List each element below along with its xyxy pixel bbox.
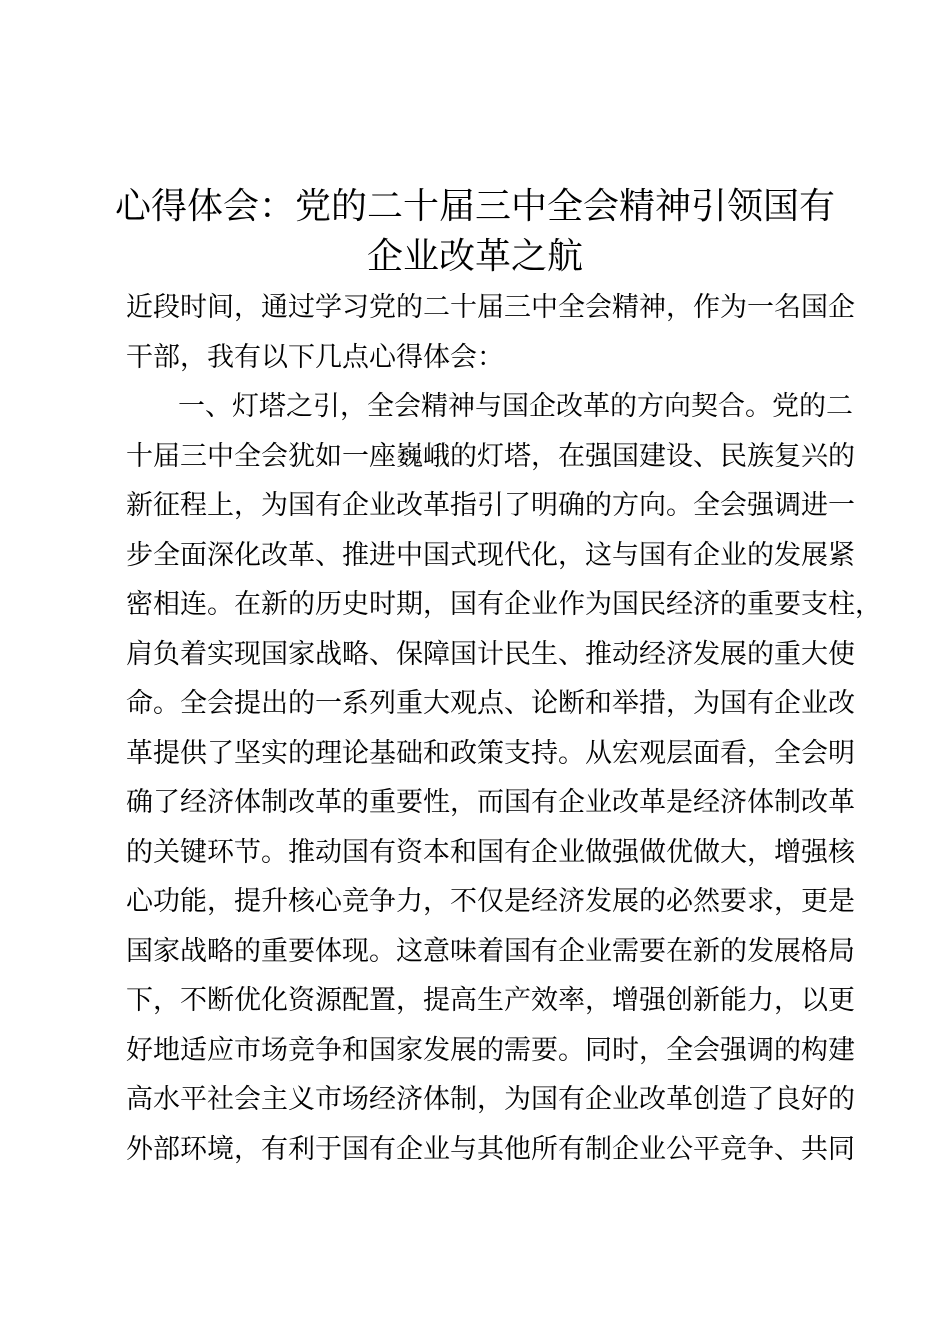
paragraph-line: 步全面深化改革、推进中国式现代化，这与国有企业的发展紧 — [126, 539, 855, 571]
paragraph-line: 外部环境，有利于国有企业与其他所有制企业公平竞争、共同 — [126, 1133, 855, 1165]
section-heading-line: 一、灯塔之引，全会精神与国企改革的方向契合。党的二 — [178, 391, 853, 422]
paragraph-line: 革提供了坚实的理论基础和政策支持。从宏观层面看，全会明 — [126, 737, 855, 769]
intro-line: 近段时间，通过学习党的二十届三中全会精神，作为一名国企 — [126, 292, 855, 323]
paragraph-line: 确了经济体制改革的重要性，而国有企业改革是经济体制改革 — [126, 787, 855, 818]
document-title — [110, 182, 840, 282]
paragraph-line: 新征程上，为国有企业改革指引了明确的方向。全会强调进一 — [126, 490, 855, 521]
paragraph-line: 命。全会提出的一系列重大观点、论断和举措，为国有企业改 — [126, 688, 855, 719]
paragraph-line: 密相连。在新的历史时期，国有企业作为国民经济的重要支柱， — [126, 589, 882, 620]
intro-line: 干部，我有以下几点心得体会： — [126, 341, 504, 373]
title-line-1: 心得体会：党的二十届三中全会精神引领国有 — [114, 186, 835, 227]
paragraph-line: 十届三中全会犹如一座巍峨的灯塔，在强国建设、民族复兴的 — [126, 440, 855, 472]
paragraph-line: 好地适应市场竞争和国家发展的需要。同时，全会强调的构建 — [126, 1034, 855, 1066]
paragraph-line: 国家战略的重要体现。这意味着国有企业需要在新的发展格局 — [126, 935, 855, 967]
paragraph-line: 的关键环节。推动国有资本和国有企业做强做优做大，增强核 — [126, 836, 855, 868]
document-body — [126, 283, 882, 1174]
paragraph-line: 心功能，提升核心竞争力，不仅是经济发展的必然要求，更是 — [126, 886, 855, 917]
title-line-2: 企业改革之航 — [366, 236, 583, 277]
paragraph-line: 下，不断优化资源配置，提高生产效率，增强创新能力，以更 — [126, 985, 855, 1016]
paragraph-line: 肩负着实现国家战略、保障国计民生、推动经济发展的重大使 — [126, 638, 855, 670]
paragraph-line: 高水平社会主义市场经济体制，为国有企业改革创造了良好的 — [126, 1084, 855, 1115]
